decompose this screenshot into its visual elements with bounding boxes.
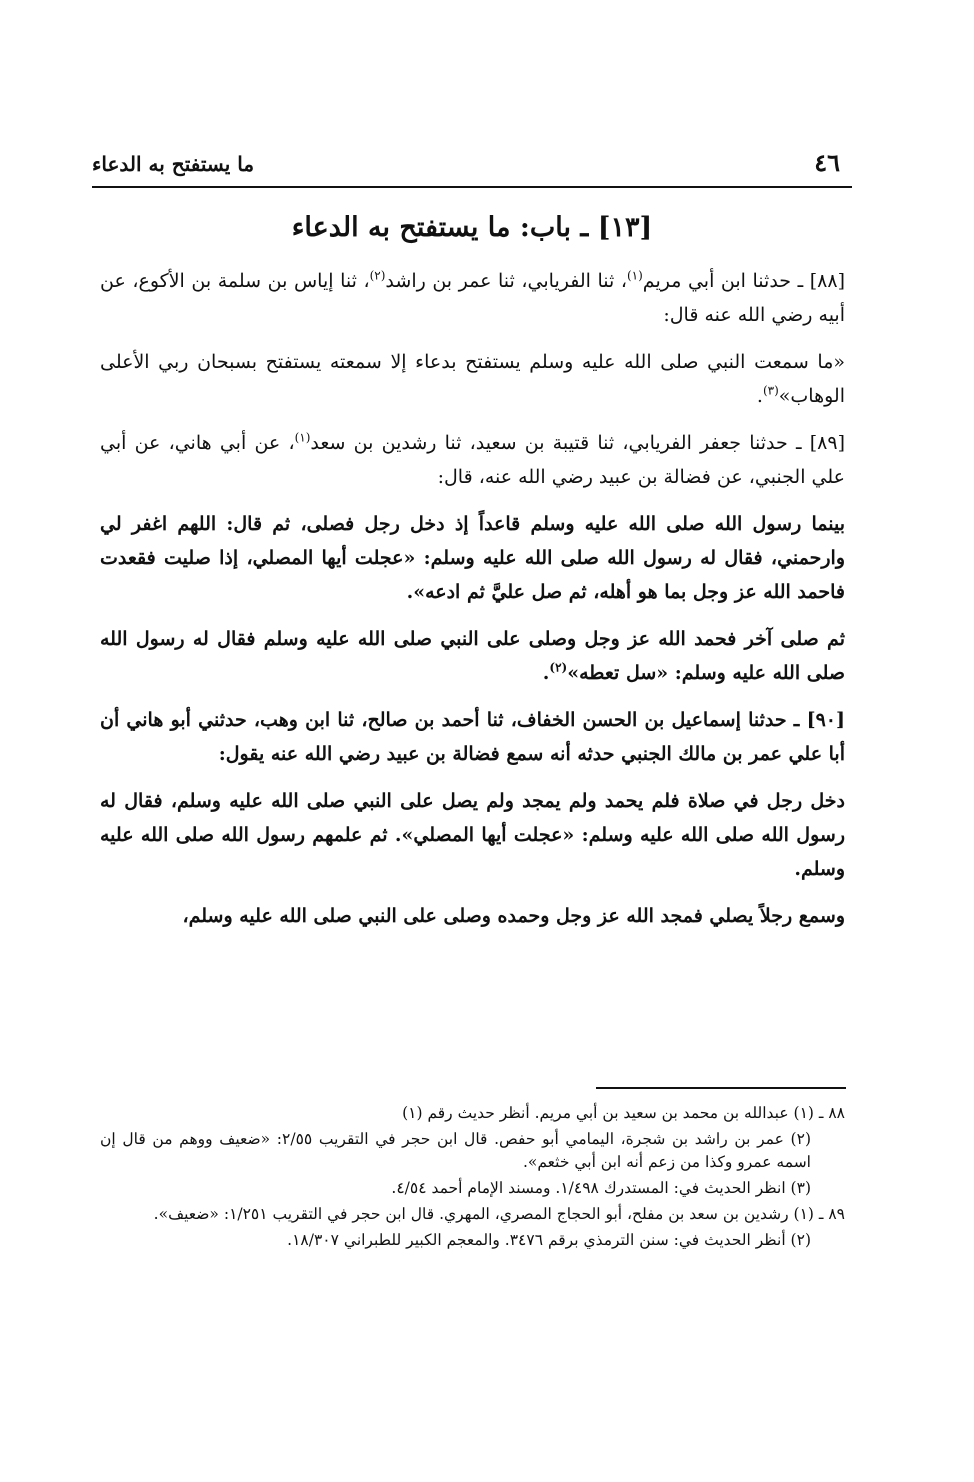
running-header [92,148,852,188]
header-rule [92,186,852,188]
footnote-88-2: (٢) عمر بن راشد بن شجرة، اليمامي أبو حفص. قال ابن حجر في التقريب ٢/٥٥: «ضعيف ووهم من قال إن اسمه عمرو وكذا من زعم أنه ابن أبي خثعم». [100,1130,811,1171]
body-text [100,264,845,946]
paragraph-text: [٨٨] ـ حدثنا ابن أبي مريم [642,270,846,292]
paragraph-matn-90-continued: وسمع رجلاً يصلي فمجد الله عز وجل وحمده وصلى على النبي صلى الله عليه وسلم، [182,905,845,927]
paragraph-matn-90: دخل رجل في صلاة فلم يحمد ولم يمجد ولم يصل على النبي صلى الله عليه وسلم، فقال له رسول الله صلى الله عليه وسلم: «عجلت أيها المصلي». ثم علمهم رسول الله صلى الله عليه وسلم. [100,790,845,880]
paragraph-text: . [542,662,550,684]
paragraph-hadith-88 [100,264,845,332]
paragraph-hadith-89 [100,426,845,494]
footnote-marker: (٢) [369,268,386,283]
paragraph-text: ، ثنا إياس بن سلمة بن الأكوع، عن أبيه رضي الله عنه قال: [100,270,845,326]
paragraph-text: [٨٩] ـ حدثنا جعفر الفريابي، ثنا قتيبة بن سعيد، ثنا رشدين بن سعد [310,432,845,454]
paragraph-hadith-90: [٩٠] ـ حدثنا إسماعيل بن الحسن الخفاف، ثنا أحمد بن صالح، ثنا ابن وهب، حدثني أبو هاني أن أبا علي عمر بن مالك الجنبي حدثه أنه سمع فضالة بن عبيد رضي الله عنه يقول: [100,709,845,765]
footnote-rule [596,1087,846,1089]
paragraph-text: ، عن أبي هاني، عن أبي علي الجنبي، عن فضالة بن عبيد رضي الله عنه، قال: [100,432,845,488]
footnote-group-89 [100,1203,845,1252]
paragraph-text: ثم صلى آخر فحمد الله عز وجل وصلى على النبي صلى الله عليه وسلم فقال له رسول الله صلى الله عليه وسلم: «سل تعطه» [100,628,845,684]
paragraph-matn-88 [100,345,845,413]
footnote-group-88 [100,1102,845,1200]
paragraph-matn-89: بينما رسول الله صلى الله عليه وسلم قاعداً إذ دخل رجل فصلى، ثم قال: اللهم اغفر لي وارحمني، فقال له رسول الله صلى الله عليه وسلم: «عجلت أيها المصلي، إذا صليت فقعدت فاحمد الله عز وجل بما هو أهله، ثم صل عليَّ ثم ادعه». [100,513,845,603]
footnote-marker: (٣) [762,383,779,398]
footnote-88-3: (٣) انظر الحديث في: المستدرك ١/٤٩٨. ومسند الإمام أحمد ٤/٥٤. [391,1179,811,1197]
page-number: ٤٦ [814,148,840,177]
footnote-89-1: ٨٩ ـ (١) رشدين بن سعد بن مفلح، أبو الحجاج المصري، المهري. قال ابن حجر في التقريب ١/٢٥١: «ضعيف». [153,1205,845,1223]
paragraph-text: . [756,385,763,407]
footnote-marker: (١) [294,430,311,445]
footnote-marker: (٢) [549,660,568,675]
chapter-title: [١٣] ـ باب: ما يستفتح به الدعاء [291,212,653,243]
running-title: ما يستفتح به الدعاء [92,152,255,176]
footnote-marker: (١) [626,268,643,283]
paragraph-text: ، ثنا الفريابي، ثنا عمر بن راشد [385,270,627,292]
paragraph-matn-89-continued [100,622,845,690]
footnote-89-2: (٢) أنظر الحديث في: سنن الترمذي برقم ٣٤٧٦. والمعجم الكبير للطبراني ١٨/٣٠٧. [287,1231,811,1249]
paragraph-text: «ما سمعت النبي صلى الله عليه وسلم يستفتح بدعاء إلا سمعته يستفتح بسبحان ربي الأعلى الوهاب» [100,351,845,407]
footnotes [100,1102,845,1255]
footnote-88-1: ٨٨ ـ (١) عبدالله بن محمد بن سعيد بن أبي مريم. أنظر حديث رقم (١) [402,1104,845,1122]
